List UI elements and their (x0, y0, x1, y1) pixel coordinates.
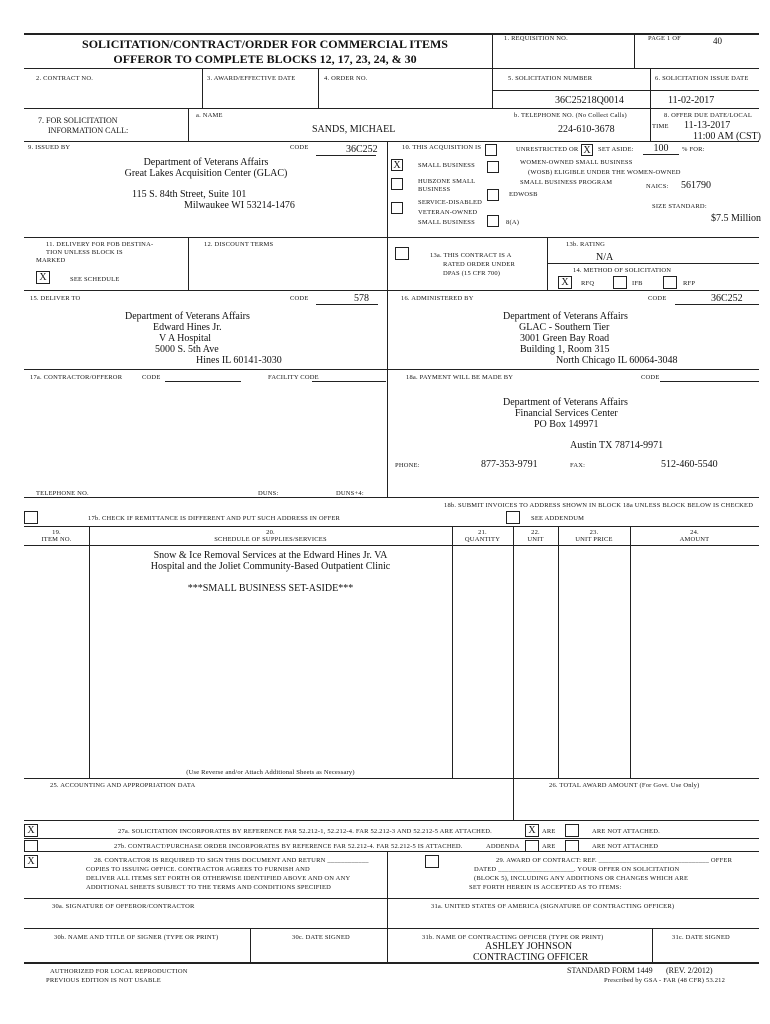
b16-code-value: 36C252 (711, 293, 743, 304)
b28-label: 28. CONTRACTOR IS REQUIRED TO SIGN THIS DOCUMENT AND RETURN ____________ (94, 857, 369, 864)
b9-code[interactable] (316, 144, 376, 156)
b13a-checkbox[interactable] (395, 247, 409, 260)
b10-checkbox-a[interactable] (485, 144, 497, 156)
unrestricted-label: UNRESTRICTED OR (516, 146, 579, 153)
b28-mark: X (27, 856, 35, 867)
b27b-arenot-checkbox[interactable] (565, 840, 579, 852)
b30a-label: 30a. SIGNATURE OF OFFEROR/CONTRACTOR (52, 903, 195, 910)
eight-a-label: 8(A) (506, 219, 520, 226)
col19-header: ITEM NO. (41, 536, 72, 543)
form-rev: (REV. 2/2012) (666, 966, 713, 975)
b9-line4: Milwaukee WI 53214-1476 (184, 200, 295, 211)
b15-line2: Edward Hines Jr. (153, 322, 222, 333)
b29-label-3: (BLOCK 5), INCLUDING ANY ADDITIONS OR CHANGES WHICH ARE (474, 875, 689, 882)
b16-code-label: CODE (648, 295, 667, 302)
b9-line2: Great Lakes Acquisition Center (GLAC) (124, 168, 288, 179)
b31a-label: 31a. UNITED STATES OF AMERICA (SIGNATURE OF CONTRACTING OFFICER) (431, 903, 675, 910)
b18-phone-label: PHONE: (395, 462, 420, 469)
b27b-checkbox[interactable] (24, 840, 38, 852)
officer-name[interactable]: ASHLEY JOHNSON (485, 941, 573, 952)
b30c-label: 30c. DATE SIGNED (292, 934, 350, 941)
form-title: SOLICITATION/CONTRACT/ORDER FOR COMMERCIAL ITEMS (82, 37, 448, 51)
b11-label: 11. DELIVERY FOR FOB DESTINA- (46, 241, 154, 248)
size-value[interactable]: $7.5 Million (711, 213, 762, 224)
addendum-checkbox[interactable] (506, 511, 520, 524)
col23-header: UNIT PRICE (575, 536, 613, 543)
b11-label-2: TION UNLESS BLOCK IS (46, 249, 123, 256)
b2-label: 2. CONTRACT NO. (36, 75, 94, 82)
b29-label-4: SET FORTH HEREIN IS ACCEPTED AS TO ITEMS: (469, 884, 622, 891)
setaside-checkbox[interactable] (581, 144, 593, 156)
hubzone-label-2: BUSINESS (418, 186, 451, 193)
pct-for-label: % FOR: (682, 146, 705, 153)
telephone-label: TELEPHONE NO. (36, 490, 89, 497)
b28-label-2: COPIES TO ISSUING OFFICE. CONTRACTOR AGREES TO FURNISH AND (86, 866, 310, 873)
ifb-label: IFB (632, 280, 643, 287)
b6-label: 6. SOLICITATION ISSUE DATE (655, 75, 749, 82)
b27a-are-mark: X (528, 825, 536, 836)
col24-num: 24. (690, 529, 699, 536)
b12-label: 12. DISCOUNT TERMS (204, 241, 274, 248)
col19-num: 19. (52, 529, 61, 536)
col23-num: 23. (589, 529, 599, 536)
b18-line2: Financial Services Center (515, 408, 618, 419)
b30b-label: 30b. NAME AND TITLE OF SIGNER (TYPE OR PRINT) (54, 934, 219, 941)
eight-a-checkbox[interactable] (487, 215, 499, 227)
naics-value[interactable]: 561790 (681, 180, 711, 191)
duns4-label: DUNS+4: (336, 490, 364, 497)
rfp-checkbox[interactable] (663, 276, 677, 289)
sdvosb-label-2: VETERAN-OWNED (418, 209, 478, 216)
b17-label: 17a. CONTRACTOR/OFFEROR (30, 374, 123, 381)
duns-label: DUNS: (258, 490, 279, 497)
b11-label-3: MARKED (36, 257, 66, 264)
b9-code-value: 36C252 (346, 144, 378, 155)
setaside-pct[interactable]: 100 (643, 143, 679, 155)
contact-phone[interactable]: 224-610-3678 (558, 124, 615, 135)
b27a-mark: X (27, 825, 35, 836)
phone-label: b. TELEPHONE NO. (No Collect Calls) (514, 112, 627, 119)
wosb-label: WOMEN-OWNED SMALL BUSINESS (520, 159, 633, 166)
form-prescribed: Prescribed by GSA - FAR (48 CFR) 53.212 (604, 977, 726, 984)
wosb-label-2: (WOSB) ELIGIBLE UNDER THE WOMEN-OWNED (528, 169, 681, 176)
b15-line5: Hines IL 60141-3030 (196, 355, 282, 366)
edwosb-checkbox[interactable] (487, 189, 499, 201)
b18-code-field[interactable] (660, 381, 759, 382)
hubzone-label: HUBZONE SMALL (418, 178, 476, 185)
col21-num: 21. (478, 529, 487, 536)
small-business-checkbox[interactable] (391, 159, 403, 171)
wosb-checkbox[interactable] (487, 161, 499, 173)
due-label: 8. OFFER DUE DATE/LOCAL (664, 112, 753, 119)
small-business-mark: X (393, 160, 401, 171)
b27a-arenot-checkbox[interactable] (565, 824, 579, 837)
setaside-mark: X (583, 145, 591, 156)
b17b-checkbox[interactable] (24, 511, 38, 524)
b16-line3: 3001 Green Bay Road (520, 333, 610, 344)
b27b-are-label: ARE (542, 843, 556, 850)
time-label: TIME (652, 123, 669, 130)
facility-code-field[interactable] (312, 381, 386, 382)
b4-label: 4. ORDER NO. (324, 75, 368, 82)
b9-label: 9. ISSUED BY (28, 144, 71, 151)
b18a-label: 18a. PAYMENT WILL BE MADE BY (406, 374, 514, 381)
b10-label: 10. THIS ACQUISITION IS (402, 144, 482, 151)
naics-label: NAICS: (646, 183, 669, 190)
rfq-mark: X (561, 277, 569, 288)
b3-label: 3. AWARD/EFFECTIVE DATE (207, 75, 296, 82)
issue-date[interactable]: 11-02-2017 (668, 95, 715, 106)
b27a-arenot-label: ARE NOT ATTACHED. (592, 828, 660, 835)
b11-checkbox[interactable] (36, 271, 50, 284)
rating-label: 13b. RATING (566, 241, 606, 248)
item-description-2: Hospital and the Joliet Community-Based Outpatient Clinic (150, 561, 391, 572)
solicitation-number[interactable]: 36C25218Q0014 (555, 95, 624, 106)
b31c-label: 31c. DATE SIGNED (672, 934, 730, 941)
item-description-1: Snow & Ice Removal Services at the Edward Hines Jr. VA (153, 550, 388, 561)
b27a-checkbox[interactable] (24, 824, 38, 837)
b18-line1: Department of Veterans Affairs (503, 397, 628, 408)
footer-previous: PREVIOUS EDITION IS NOT USABLE (46, 977, 161, 984)
ifb-checkbox[interactable] (613, 276, 627, 289)
b15-code-value: 578 (354, 293, 369, 304)
b18-fax[interactable]: 512-460-5540 (661, 459, 718, 470)
officer-title[interactable]: CONTRACTING OFFICER (473, 952, 589, 963)
sdvosb-checkbox[interactable] (391, 202, 403, 214)
rfq-label: RFQ (581, 280, 595, 287)
method-label: 14. METHOD OF SOLICITATION (573, 267, 672, 274)
b18-line3: PO Box 149971 (534, 419, 599, 430)
b16-line4: Building 1, Room 315 (520, 344, 610, 355)
b18-code-label: CODE (641, 374, 660, 381)
b16-code[interactable] (675, 293, 759, 305)
b1-label: 1. REQUISITION NO. (504, 35, 568, 42)
b29-checkbox[interactable] (425, 855, 439, 868)
form-number: STANDARD FORM 1449 (567, 966, 653, 975)
b25-label: 25. ACCOUNTING AND APPROPRIATION DATA (50, 782, 196, 789)
col20-header: SCHEDULE OF SUPPLIES/SERVICES (214, 536, 327, 543)
b15-line3: V A Hospital (159, 333, 212, 344)
b11-mark: X (39, 272, 47, 283)
b17b-label: 17b. CHECK IF REMITTANCE IS DIFFERENT AND PUT SUCH ADDRESS IN OFFER (88, 515, 341, 522)
b7-label-2: INFORMATION CALL: (48, 126, 129, 135)
b18b-label: 18b. SUBMIT INVOICES TO ADDRESS SHOWN IN BLOCK 18a UNLESS BLOCK BELOW IS CHECKED (444, 502, 754, 509)
b15-line1: Department of Veterans Affairs (125, 311, 250, 322)
b28-checkbox[interactable] (24, 855, 38, 868)
col21-header: QUANTITY (464, 536, 501, 543)
b29-label-2: DATED ______________________. YOUR OFFER ON SOLICITATION (474, 866, 680, 873)
b16-line1: Department of Veterans Affairs (503, 311, 628, 322)
edwosb-label: EDWOSB (509, 191, 538, 198)
b27a-are-checkbox[interactable] (525, 824, 539, 837)
form-subtitle: OFFEROR TO COMPLETE BLOCKS 12, 17, 23, 24, & 30 (113, 52, 417, 66)
small-business-label: SMALL BUSINESS (418, 162, 475, 169)
addendum-label: SEE ADDENDUM (531, 515, 585, 522)
contractor-code-field[interactable] (165, 381, 241, 382)
rfq-checkbox[interactable] (558, 276, 572, 289)
due-time[interactable]: 11:00 AM (CST) (693, 131, 761, 142)
b29-label: 29. AWARD OF CONTRACT: REF. ________________________________ OFFER (496, 857, 733, 864)
see-schedule-label: SEE SCHEDULE (70, 276, 120, 283)
b7-label: 7. FOR SOLICITATION (38, 116, 118, 125)
col20-num: 20. (266, 529, 275, 536)
b16-label: 16. ADMINISTERED BY (401, 295, 474, 302)
due-date[interactable]: 11-13-2017 (684, 120, 731, 131)
b27a-are-label: ARE (542, 828, 556, 835)
b15-code-label: CODE (290, 295, 309, 302)
b18-phone[interactable]: 877-353-9791 (481, 459, 538, 470)
b27b-are-checkbox[interactable] (525, 840, 539, 852)
hubzone-checkbox[interactable] (391, 178, 403, 190)
b5-label: 5. SOLICITATION NUMBER (508, 75, 593, 82)
name-label: a. NAME (196, 112, 223, 119)
b28-label-4: ADDITIONAL SHEETS SUBJECT TO THE TERMS AND CONDITIONS SPECIFIED (86, 884, 332, 891)
b27b-arenot-label: ARE NOT ATTACHED (592, 843, 659, 850)
b27a-label: 27a. SOLICITATION INCORPORATES BY REFERENCE FAR 52.212-1, 52.212-4. FAR 52.212-3 AND 52.212-5 ARE ATTACHED. (118, 828, 492, 835)
b16-line2: GLAC - Southern Tier (519, 322, 610, 333)
facility-code-label: FACILITY CODE (268, 374, 319, 381)
b17-code-label: CODE (142, 374, 161, 381)
rating-value[interactable]: N/A (596, 252, 614, 263)
size-label: SIZE STANDARD: (652, 203, 707, 210)
b16-line5: North Chicago IL 60064-3048 (556, 355, 678, 366)
b26-label: 26. TOTAL AWARD AMOUNT (For Govt. Use Only) (549, 782, 700, 789)
b9-line1: Department of Veterans Affairs (143, 157, 269, 168)
col22-header: UNIT (527, 536, 544, 543)
sdvosb-label-3: SMALL BUSINESS (418, 219, 475, 226)
page-total: 40 (713, 36, 722, 46)
b28-label-3: DELIVER ALL ITEMS SET FORTH OR OTHERWISE IDENTIFIED ABOVE AND ON ANY (86, 875, 351, 882)
col24-header: AMOUNT (679, 536, 710, 543)
footer-reproduction: AUTHORIZED FOR LOCAL REPRODUCTION (50, 968, 188, 975)
b15-line4: 5000 S. 5th Ave (155, 344, 219, 355)
contact-name[interactable]: SANDS, MICHAEL (312, 124, 396, 135)
page-label: PAGE 1 OF (648, 35, 681, 42)
b15-code[interactable] (316, 293, 378, 305)
b13a-label-3: DPAS (15 CFR 700) (443, 270, 501, 277)
col22-num: 22. (531, 529, 540, 536)
rfp-label: RFP (683, 280, 696, 287)
sdvosb-label: SERVICE-DISABLED (418, 199, 483, 206)
b18-line4: Austin TX 78714-9971 (570, 440, 664, 451)
b31b-label: 31b. NAME OF CONTRACTING OFFICER (TYPE OR PRINT) (422, 934, 604, 941)
b13a-label: 13a. THIS CONTRACT IS A (430, 252, 512, 259)
b9-code-label: CODE (290, 144, 309, 151)
set-aside-note: ***SMALL BUSINESS SET-ASIDE*** (187, 583, 354, 594)
b27b-addenda-label: ADDENDA (486, 843, 520, 850)
setaside-label: SET ASIDE: (598, 146, 634, 153)
b27b-label: 27b. CONTRACT/PURCHASE ORDER INCORPORATES BY REFERENCE FAR 52.212-4. FAR 52.212-5 IS ATTACHED. (114, 843, 463, 850)
b13a-label-2: RATED ORDER UNDER (443, 261, 516, 268)
b15-label: 15. DELIVER TO (30, 295, 81, 302)
b18-fax-label: FAX: (570, 462, 586, 469)
reverse-note: (Use Reverse and/or Attach Additional Sheets as Necessary) (186, 769, 355, 776)
b9-line3: 115 S. 84th Street, Suite 101 (132, 189, 247, 200)
wosb-label-3: SMALL BUSINESS PROGRAM (520, 179, 613, 186)
